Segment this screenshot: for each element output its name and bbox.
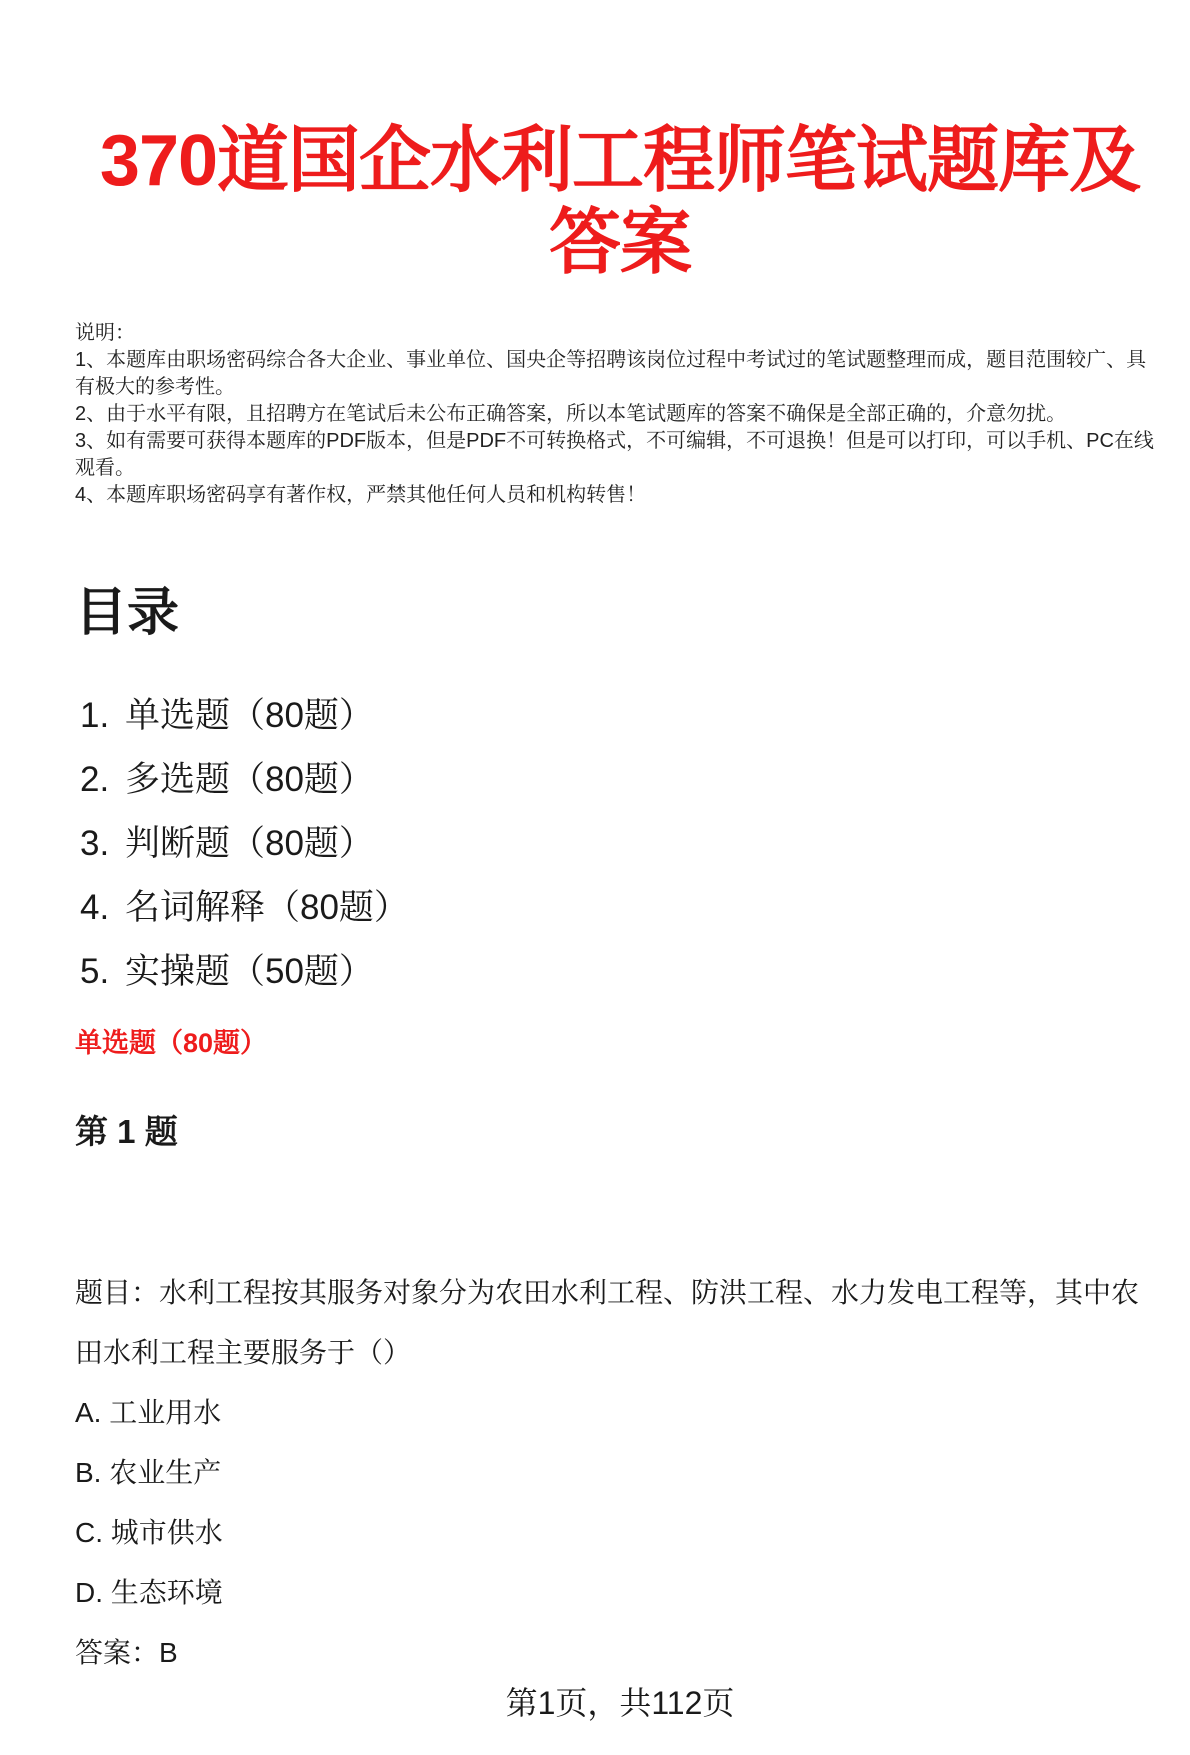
option-b: B. 农业生产 [75,1457,222,1488]
toc-item-number: 5. [80,952,110,991]
toc-item-label: 多选题（80题） [125,760,374,799]
question-number: 第 1 题 [75,1113,178,1150]
section-title: 单选题（80题） [75,1028,268,1058]
notes-heading: 说明： [75,322,135,344]
toc-item-number: 4. [80,888,110,927]
option-a: A. 工业用水 [75,1397,222,1428]
answer-text: 答案：B [75,1637,178,1668]
question-body [75,1263,1165,1683]
toc-item-number: 2. [80,760,110,799]
toc-heading: 目录 [75,584,180,642]
note-item: 4、本题库职场密码享有著作权，严禁其他任何人员和机构转售！ [75,484,647,506]
toc-item-number: 1. [80,696,110,735]
note-item: 1、本题库由职场密码综合各大企业、事业单位、国央企等招聘该岗位过程中考试过的笔试题整理而成，题目范围较广、具有极大的参考性。 [75,349,1147,398]
toc-item-true-false[interactable] [80,812,409,876]
toc-item-label: 判断题（80题） [125,824,374,863]
notes-block [75,320,1155,509]
toc-item-label: 名词解释（80题） [125,888,409,927]
page-footer: 第1页，共112页 [505,1685,735,1721]
note-item: 2、由于水平有限，且招聘方在笔试后未公布正确答案，所以本笔试题库的答案不确保是全部正确的，介意勿扰。 [75,403,1067,425]
option-c: C. 城市供水 [75,1517,223,1548]
toc-item-term-definition[interactable] [80,876,409,940]
toc-item-multiple-choice[interactable] [80,748,409,812]
option-d: D. 生态环境 [75,1577,223,1608]
toc-item-label: 单选题（80题） [125,696,374,735]
note-item: 3、如有需要可获得本题库的PDF版本，但是PDF不可转换格式，不可编辑，不可退换！但是可以打印，可以手机、PC在线观看。 [75,430,1154,479]
toc-item-label: 实操题（50题） [125,952,374,991]
toc-item-practical[interactable] [80,940,409,1004]
question-text: 题目：水利工程按其服务对象分为农田水利工程、防洪工程、水力发电工程等，其中农田水利工程主要服务于（） [75,1277,1140,1368]
toc-item-single-choice[interactable] [80,684,409,748]
toc-list [80,684,409,1004]
document-title: 370道国企水利工程师笔试题库及答案 [99,121,1141,283]
toc-item-number: 3. [80,824,110,863]
